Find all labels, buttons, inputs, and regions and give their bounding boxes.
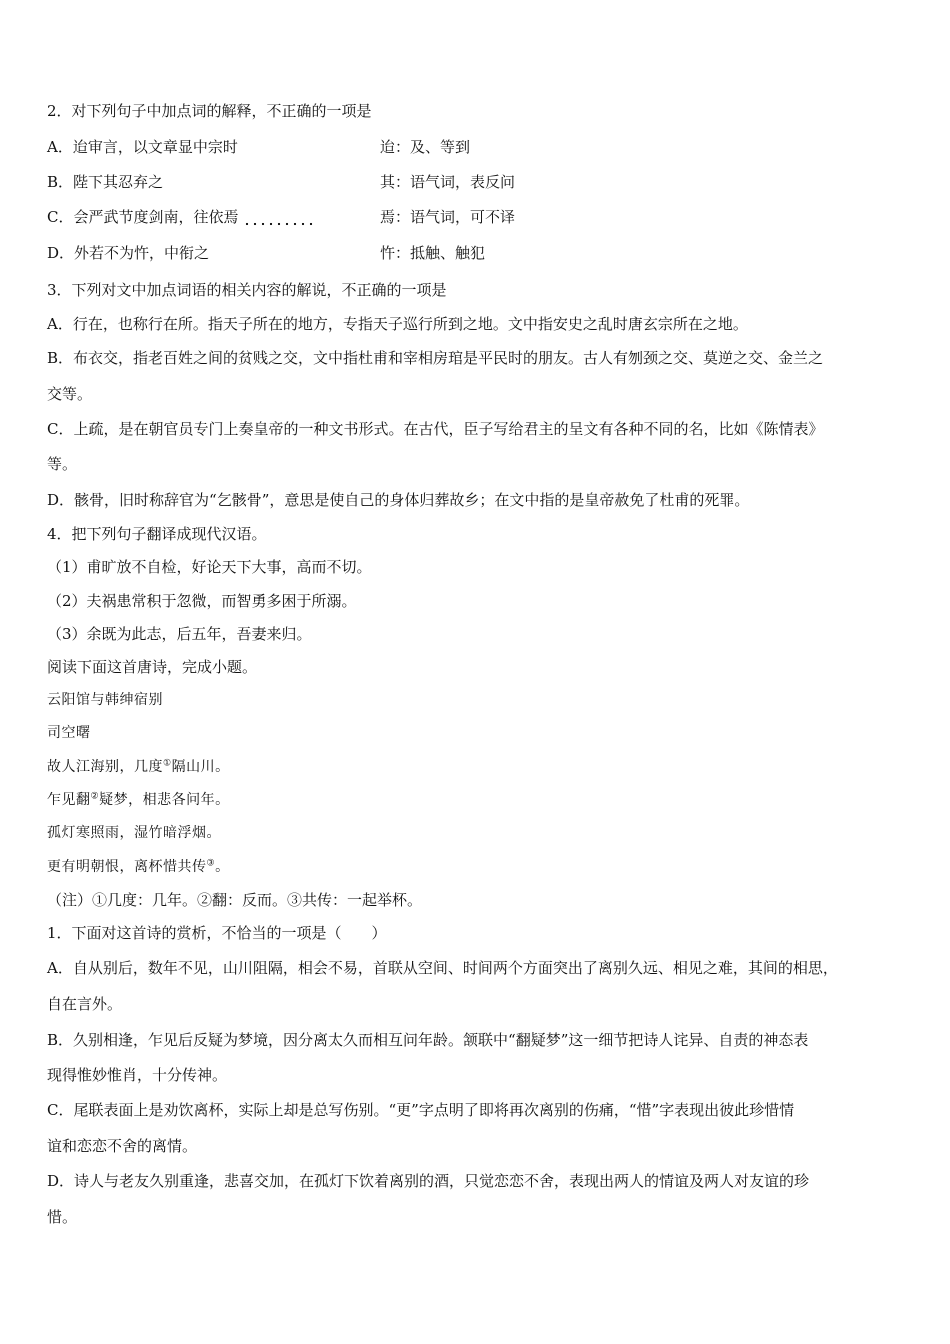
poem-line-4-b: 。 bbox=[215, 859, 230, 875]
poem-line-3: 孤灯寒照雨，湿竹暗浮烟。 bbox=[47, 825, 221, 841]
footnote-marker-1: ① bbox=[163, 758, 172, 769]
q4-item-2: （2）夫祸患常积于忽微，而智勇多困于所溺。 bbox=[47, 592, 357, 610]
q2-option-c bbox=[47, 207, 910, 227]
q3-option-c-line2: 等。 bbox=[47, 455, 78, 473]
q2-option-a-sentence: A．迨审言，以文章显中宗时 bbox=[47, 138, 238, 156]
q2-option-b bbox=[47, 172, 910, 192]
poem-title: 云阳馆与韩绅宿别 bbox=[47, 692, 163, 708]
pq1-option-b-line1: B．久别相逢，乍见后反疑为梦境，因分离太久而相互问年龄。颔联中“翻疑梦”这一细节把诗人诧异、自责的神态表 bbox=[47, 1031, 809, 1049]
poem-line-2 bbox=[47, 790, 910, 810]
q2-option-a bbox=[47, 137, 910, 157]
q3-stem: 3．下列对文中加点词语的相关内容的解说，不正确的一项是 bbox=[47, 281, 447, 299]
q4-stem: 4．把下列句子翻译成现代汉语。 bbox=[47, 525, 267, 543]
q3-option-b-line2: 交等。 bbox=[47, 385, 93, 403]
poem-line-4-a: 更有明朝恨，离杯惜共传 bbox=[47, 859, 207, 875]
poem-line-2-b: 疑梦，相悲各问年。 bbox=[99, 792, 230, 808]
poem-line-4 bbox=[47, 857, 910, 877]
q2-stem: 2．对下列句子中加点词的解释，不正确的一项是 bbox=[47, 102, 372, 120]
q4-item-1: （1）甫旷放不自检，好论天下大事，高而不切。 bbox=[47, 558, 372, 576]
pq1-option-b-line2: 现得惟妙惟肖，十分传神。 bbox=[47, 1066, 228, 1084]
footnote-marker-3: ③ bbox=[206, 858, 216, 869]
poem-author: 司空曙 bbox=[47, 725, 91, 741]
q2-option-b-sentence: B．陛下其忍弃之 bbox=[47, 173, 164, 191]
poem-question-stem: 1．下面对这首诗的赏析，不恰当的一项是（ ） bbox=[47, 924, 387, 942]
q3-option-b-line1: B．布衣交，指老百姓之间的贫贱之交，文中指杜甫和宰相房琯是平民时的朋友。古人有刎颈之交、莫逆之交、金兰之 bbox=[47, 349, 824, 367]
q3-option-a: A．行在，也称行在所。指天子所在的地方，专指天子巡行所到之地。文中指安史之乱时唐玄宗所在之地。 bbox=[47, 315, 748, 333]
poem-line-1-a: 故人江海别，几度 bbox=[47, 759, 163, 775]
q4-item-3: （3）余既为此志，后五年，吾妻来归。 bbox=[47, 625, 312, 643]
poem-line-1-b: 隔山川。 bbox=[171, 759, 230, 775]
pq1-option-c-line1: C．尾联表面上是劝饮离杯，实际上却是总写伤别。“更”字点明了即将再次离别的伤痛，“惜”字表现出彼此珍惜情 bbox=[47, 1101, 795, 1119]
dot-leader bbox=[243, 217, 313, 227]
footnote-marker-2: ② bbox=[90, 791, 100, 802]
q2-option-a-explain: 迨：及、等到 bbox=[380, 138, 471, 156]
poem-line-1 bbox=[47, 757, 910, 777]
pq1-option-a-line2: 自在言外。 bbox=[47, 995, 123, 1013]
q2-option-d bbox=[47, 243, 910, 263]
q3-option-d: D．骸骨，旧时称辞官为“乞骸骨”，意思是使自己的身体归葬故乡；在文中指的是皇帝赦免了杜甫的死罪。 bbox=[47, 491, 750, 509]
pq1-option-d-line1: D．诗人与老友久别重逢，悲喜交加，在孤灯下饮着离别的酒，只觉恋恋不舍，表现出两人的情谊及两人对友谊的珍 bbox=[47, 1172, 810, 1190]
q3-option-c-line1: C．上疏，是在朝官员专门上奏皇帝的一种文书形式。在古代，臣子写给君主的呈文有各种不同的名，比如《陈情表》 bbox=[47, 420, 824, 438]
poem-line-2-a: 乍见翻 bbox=[47, 792, 91, 808]
q2-option-d-sentence: D．外若不为忤，中衔之 bbox=[47, 244, 210, 262]
pq1-option-c-line2: 谊和恋恋不舍的离情。 bbox=[47, 1137, 198, 1155]
q2-option-c-explain: 焉：语气词，可不译 bbox=[380, 208, 516, 226]
poem-note: （注）①几度：几年。②翻：反而。③共传：一起举杯。 bbox=[47, 891, 423, 909]
pq1-option-d-line2: 惜。 bbox=[47, 1208, 78, 1226]
q2-option-c-sentence: C．会严武节度剑南，往依焉 bbox=[47, 208, 239, 226]
reading-intro: 阅读下面这首唐诗，完成小题。 bbox=[47, 658, 258, 676]
q2-option-d-explain: 忤：抵触、触犯 bbox=[380, 244, 486, 262]
q2-option-b-explain: 其：语气词，表反问 bbox=[380, 173, 516, 191]
pq1-option-a-line1: A．自从别后，数年不见，山川阻隔，相会不易，首联从空间、时间两个方面突出了离别久远、相见之难，其间的相思， bbox=[47, 959, 838, 977]
